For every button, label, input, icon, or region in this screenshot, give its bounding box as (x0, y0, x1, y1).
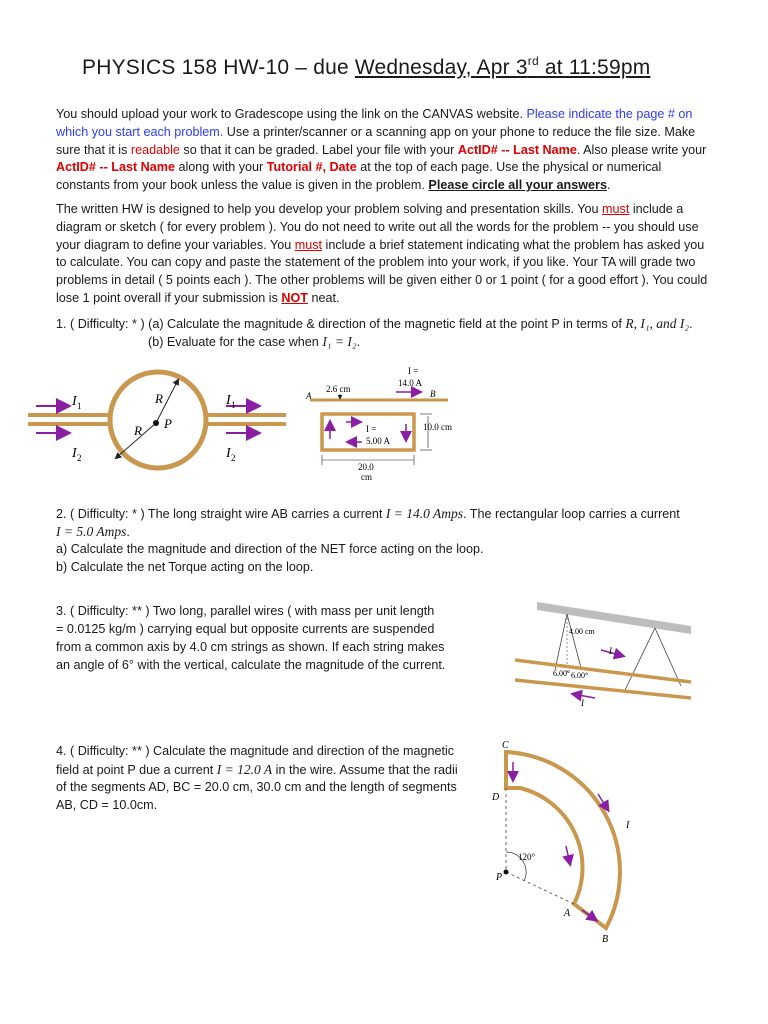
svg-text:P: P (164, 416, 172, 431)
svg-text:A: A (564, 908, 571, 919)
figure-curved-wire (480, 736, 650, 944)
problem-3-line-3: from a common axis by 4.0 cm strings as shown. If each string makes (56, 640, 445, 654)
svg-text:C: C (502, 740, 509, 751)
svg-text:10.0 cm: 10.0 cm (423, 422, 452, 432)
point-p (504, 870, 509, 875)
svg-text:6.00°: 6.00° (571, 671, 589, 680)
page-title: PHYSICS 158 HW-10 – due Wednesday, Apr 3rd at 11:59pm (82, 54, 651, 79)
svg-text:6.00°: 6.00° (553, 669, 571, 678)
svg-text:I: I (72, 394, 77, 409)
problem-1-line-1: 1. ( Difficulty: * ) (a) Calculate the magnitude & direction of the magnetic field at the point P in terms of R, I₁, and I₂. (56, 316, 693, 331)
problem-3-line-2: = 0.0125 kg/m ) carrying equal but opposite currents are suspended (56, 622, 435, 636)
intro-paragraph: You should upload your work to Gradescope using the link on the CANVAS website. Please indicate the page # on which you start each problem. Use a printer/scanner or a scanning app on your phone to reduce the file size. Make sure that it is readable so that it can be graded. Label your file with your ActID# -- Last Name. Also please write your ActID# -- Last Name along with your Tutorial #, Date at the top of each page. Use the physical or numerical constants from your book unless the value is given in the problem. Please circle all your answers. (56, 107, 707, 193)
problem-4-line-4: AB, CD = 10.0cm. (56, 798, 158, 812)
svg-text:I: I (72, 446, 77, 461)
point-p (153, 420, 159, 426)
svg-text:I: I (626, 820, 630, 831)
svg-text:I: I (609, 646, 612, 656)
problem-1-line-2: (b) Evaluate for the case when I₁ = I₂. (148, 334, 361, 349)
figure-suspended-wires (505, 596, 695, 708)
svg-text:I =: I = (408, 366, 419, 376)
svg-text:I: I (226, 446, 231, 461)
wire-loop (506, 752, 620, 928)
svg-text:R: R (134, 423, 142, 438)
problem-2-line-1: 2. ( Difficulty: * ) The long straight wire AB carries a current I = 14.0 Amps. The rectangular loop carries a current (56, 506, 680, 521)
svg-text:5.00 A: 5.00 A (366, 436, 391, 446)
written-hw-paragraph: The written HW is designed to help you develop your problem solving and presentation skills. You must include a diagram or sketch ( for every problem ). You do not need to write out all the words for the problem -- you should use your diagram to define your variables. You must include a brief statement indicating what the problem has asked you to calculate. You can copy and paste the statement of the problem into your work, if you like. Your TA will grade two problems in detail ( 5 points each ). The other problems will be given either 0 or 1 point ( for a good effort ). You could lose 1 point overall if your submission is NOT neat. (56, 202, 708, 305)
svg-text:I: I (226, 393, 231, 408)
svg-text:4.00 cm: 4.00 cm (569, 627, 595, 636)
svg-text:R: R (155, 391, 163, 406)
svg-text:2.6 cm: 2.6 cm (326, 384, 351, 394)
svg-text:A: A (306, 391, 312, 401)
problem-3-line-4: an angle of 6° with the vertical, calculate the magnitude of the current. (56, 658, 446, 672)
svg-text:14.0 A: 14.0 A (398, 378, 423, 388)
svg-text:2: 2 (77, 453, 82, 463)
figure-circular-loop (28, 360, 288, 480)
problem-4-line-2: field at point P due a current I = 12.0 A in the wire. Assume that the radii (56, 762, 458, 777)
svg-text:D: D (492, 792, 500, 803)
svg-text:P: P (496, 872, 503, 883)
problem-2-part-b: b) Calculate the net Torque acting on the loop. (56, 560, 314, 574)
svg-text:20.0: 20.0 (358, 462, 374, 472)
problem-4-line-3: of the segments AD, BC = 20.0 cm, 30.0 cm and the length of segments (56, 780, 457, 794)
svg-text:120°: 120° (518, 852, 536, 862)
svg-text:B: B (430, 389, 436, 399)
svg-text:2: 2 (231, 453, 236, 463)
problem-3-line-1: 3. ( Difficulty: ** ) Two long, parallel wires ( with mass per unit length (56, 604, 435, 618)
problem-2-line-2: I = 5.0 Amps. (56, 524, 130, 539)
svg-text:cm: cm (361, 472, 372, 482)
problem-4-line-1: 4. ( Difficulty: ** ) Calculate the magnitude and direction of the magnetic (56, 744, 455, 758)
due-date: Wednesday, Apr 3rd (354, 54, 539, 79)
svg-text:1: 1 (231, 400, 236, 410)
svg-text:I =: I = (366, 424, 377, 434)
problem-2-part-a: a) Calculate the magnitude and direction of the NET force acting on the loop. (56, 542, 484, 556)
svg-text:1: 1 (77, 401, 82, 411)
figure-wire-and-loop (300, 364, 470, 482)
svg-text:B: B (602, 934, 609, 944)
svg-text:I: I (581, 698, 584, 708)
